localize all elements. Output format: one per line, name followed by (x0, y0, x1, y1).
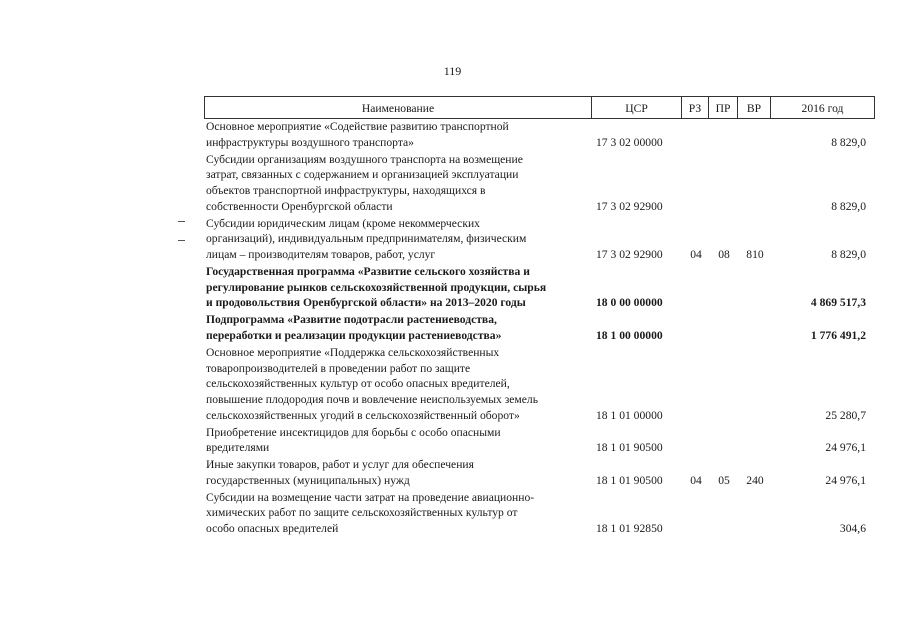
row-name-line: лицам – производителям товаров, работ, услуг (206, 248, 436, 261)
row-name-line: особо опасных вредителей (206, 522, 339, 536)
row-name-line: собственности Оренбургской области (206, 199, 393, 213)
row-csr: 18 1 01 90500 (596, 473, 663, 487)
row-sum: 1 776 491,2 (810, 328, 866, 342)
row-name-line: регулирование рынков сельскохозяйственной продукции, сырья (206, 280, 547, 294)
row-name-line: Иные закупки товаров, работ и услуг для обеспечения (206, 458, 474, 472)
row-sum: 4 869 517,3 (810, 296, 866, 310)
row-csr: 17 3 02 92900 (596, 248, 663, 261)
row-csr: 17 3 02 00000 (596, 135, 663, 149)
row-name-line: государственных (муниципальных) нужд (206, 473, 410, 487)
page-number: 119 (443, 64, 462, 78)
row-name (206, 312, 586, 343)
row-csr: 18 1 00 00000 (596, 328, 663, 342)
row-name-line: химических работ по защите сельскохозяйственных культур от (206, 506, 518, 520)
row-rz: 04 (690, 248, 702, 261)
row-name-line: Основное мероприятие «Содействие развитию транспортной (206, 120, 509, 133)
row-name-line: организаций), индивидуальным предпринимателям, физическим (206, 232, 527, 246)
row-name-line: Основное мероприятие «Поддержка сельскохозяйственных (206, 345, 500, 359)
row-name-line: Субсидии юридическим лицам (кроме некоммерческих (206, 216, 480, 230)
row-name-line: повышение плодородия почв и вовлечение неиспользуемых земель (206, 392, 538, 406)
row-csr: 18 1 01 00000 (596, 408, 663, 422)
header-year: 2016 год (801, 102, 844, 115)
row-sum: 304,6 (839, 522, 866, 536)
row-name-line: переработки и реализации продукции растениеводства» (206, 328, 502, 342)
row-name (206, 490, 586, 537)
row-name (206, 216, 586, 263)
row-name (206, 152, 586, 215)
row-name (206, 119, 586, 150)
row-name-line: сельскохозяйственных угодий в сельскохозяйственный оборот» (206, 408, 520, 422)
header-divider (874, 96, 875, 119)
row-name (206, 457, 586, 488)
row-sum: 24 976,1 (825, 473, 866, 487)
row-csr: 18 1 01 90500 (596, 441, 663, 455)
row-name (206, 425, 586, 456)
row-name-line: Приобретение инсектицидов для борьбы с особо опасными (206, 425, 501, 439)
header-top-border (204, 96, 875, 97)
row-sum: 8 829,0 (831, 248, 866, 261)
row-name-line: Государственная программа «Развитие сельского хозяйства и (206, 264, 530, 278)
row-name-line: товаропроизводителей в проведении работ по защите (206, 361, 471, 375)
row-name-line: Субсидии на возмещение части затрат на проведение авиационно- (206, 490, 535, 504)
row-sum: 25 280,7 (825, 408, 866, 422)
scan-mark (178, 240, 185, 241)
row-vr: 240 (746, 473, 764, 487)
row-pr: 08 (718, 248, 730, 261)
row-sum: 8 829,0 (831, 199, 866, 213)
header-name: Наименование (361, 102, 435, 115)
row-vr: 810 (746, 248, 764, 261)
row-name-line: Подпрограмма «Развитие подотрасли растениеводства, (206, 313, 497, 327)
row-csr: 18 1 01 92850 (596, 522, 663, 536)
row-sum: 24 976,1 (825, 441, 866, 455)
row-csr: 17 3 02 92900 (596, 199, 663, 213)
row-name-line: инфраструктуры воздушного транспорта» (206, 135, 414, 149)
row-pr: 05 (718, 473, 730, 487)
row-rz: 04 (690, 473, 702, 487)
row-name (206, 264, 586, 311)
row-name-line: Субсидии организациям воздушного транспорта на возмещение (206, 152, 523, 166)
row-csr: 18 0 00 00000 (596, 296, 663, 310)
row-name (206, 345, 586, 424)
row-name-line: и продовольствия Оренбургской области» на 2013–2020 годы (206, 296, 526, 310)
row-name-line: затрат, связанных с содержанием и организацией эксплуатации (206, 168, 519, 182)
scan-mark (178, 221, 185, 222)
row-name-line: вредителями (206, 441, 270, 455)
header-pr: ПР (715, 102, 731, 115)
header-vr: ВР (746, 102, 762, 115)
header-rz: РЗ (688, 102, 702, 115)
header-csr: ЦСР (625, 102, 648, 115)
row-sum: 8 829,0 (831, 135, 866, 149)
row-name-line: объектов транспортной инфраструктуры, находящихся в (206, 184, 486, 197)
row-name-line: сельскохозяйственных культур от особо опасных вредителей, (206, 377, 510, 391)
